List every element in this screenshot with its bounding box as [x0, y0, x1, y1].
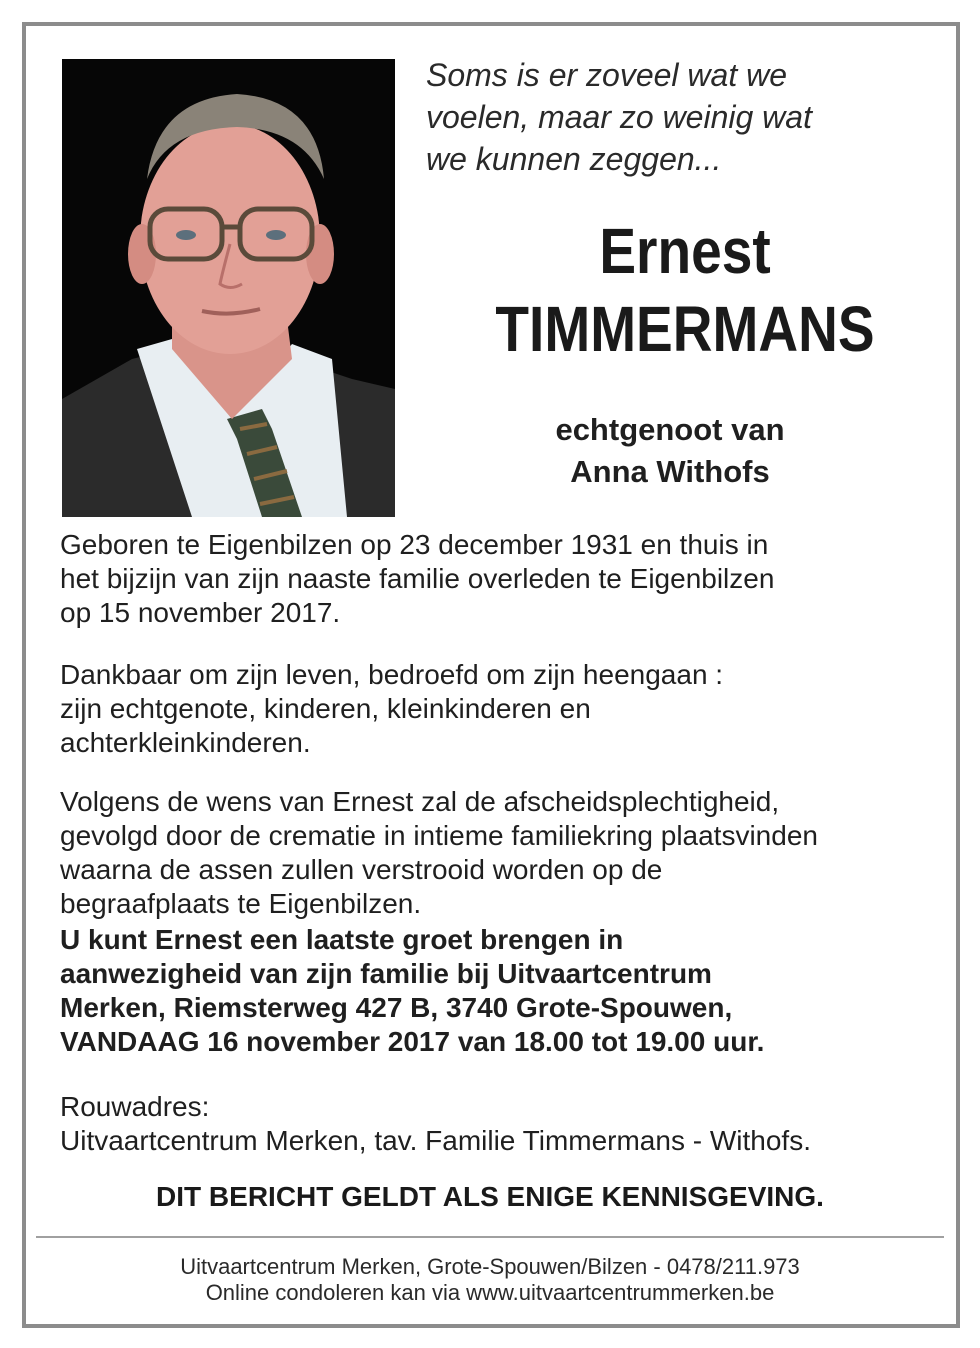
text-line: Merken, Riemsterweg 427 B, 3740 Grote-Spouwen, [60, 992, 733, 1023]
text-line: zijn echtgenote, kinderen, kleinkinderen en [60, 693, 591, 724]
quote-line: we kunnen zeggen... [426, 141, 722, 177]
spouse-block [420, 409, 920, 493]
quote-line: voelen, maar zo weinig wat [426, 99, 812, 135]
text-line: achterkleinkinderen. [60, 727, 311, 758]
text-line: Geboren te Eigenbilzen op 23 december 1931 en thuis in [60, 529, 769, 560]
footer [0, 1254, 980, 1306]
official-notice: DIT BERICHT GELDT ALS ENIGE KENNISGEVING. [156, 1181, 824, 1212]
family-paragraph [60, 658, 940, 760]
visitation-paragraph [60, 923, 940, 1059]
portrait-photo [62, 59, 395, 517]
footer-divider [36, 1236, 944, 1238]
text-line: gevolgd door de crematie in intieme familiekring plaatsvinden [60, 820, 818, 851]
text-line: Dankbaar om zijn leven, bedroefd om zijn heengaan : [60, 659, 724, 690]
address-paragraph [60, 1090, 940, 1158]
footer-condolence: Online condoleren kan via www.uitvaartcentrummerken.be [205, 1280, 775, 1305]
address-label: Rouwadres: [60, 1091, 210, 1122]
text-line: aanwezigheid van zijn familie bij Uitvaartcentrum [60, 958, 712, 989]
text-line: het bijzijn van zijn naaste familie overleden te Eigenbilzen [60, 563, 775, 594]
deceased-last-name: TIMMERMANS [495, 293, 875, 365]
portrait-image [62, 59, 395, 517]
spouse-name: Anna Withofs [570, 454, 770, 489]
quote-line: Soms is er zoveel wat we [426, 57, 788, 93]
spouse-relation: echtgenoot van [555, 412, 785, 447]
ceremony-paragraph [60, 785, 940, 921]
birth-paragraph [60, 528, 940, 630]
text-line: waarna de assen zullen verstrooid worden op de [60, 854, 663, 885]
text-line: begraafplaats te Eigenbilzen. [60, 888, 422, 919]
text-line: U kunt Ernest een laatste groet brengen in [60, 924, 624, 955]
address-value: Uitvaartcentrum Merken, tav. Familie Timmermans - Withofs. [60, 1125, 811, 1156]
footer-contact: Uitvaartcentrum Merken, Grote-Spouwen/Bilzen - 0478/211.973 [180, 1254, 800, 1279]
deceased-first-name: Ernest [599, 215, 771, 287]
opening-quote [426, 54, 946, 180]
text-line: Volgens de wens van Ernest zal de afscheidsplechtigheid, [60, 786, 780, 817]
text-line: VANDAAG 16 november 2017 van 18.00 tot 19.00 uur. [60, 1026, 765, 1057]
text-line: op 15 november 2017. [60, 597, 341, 628]
